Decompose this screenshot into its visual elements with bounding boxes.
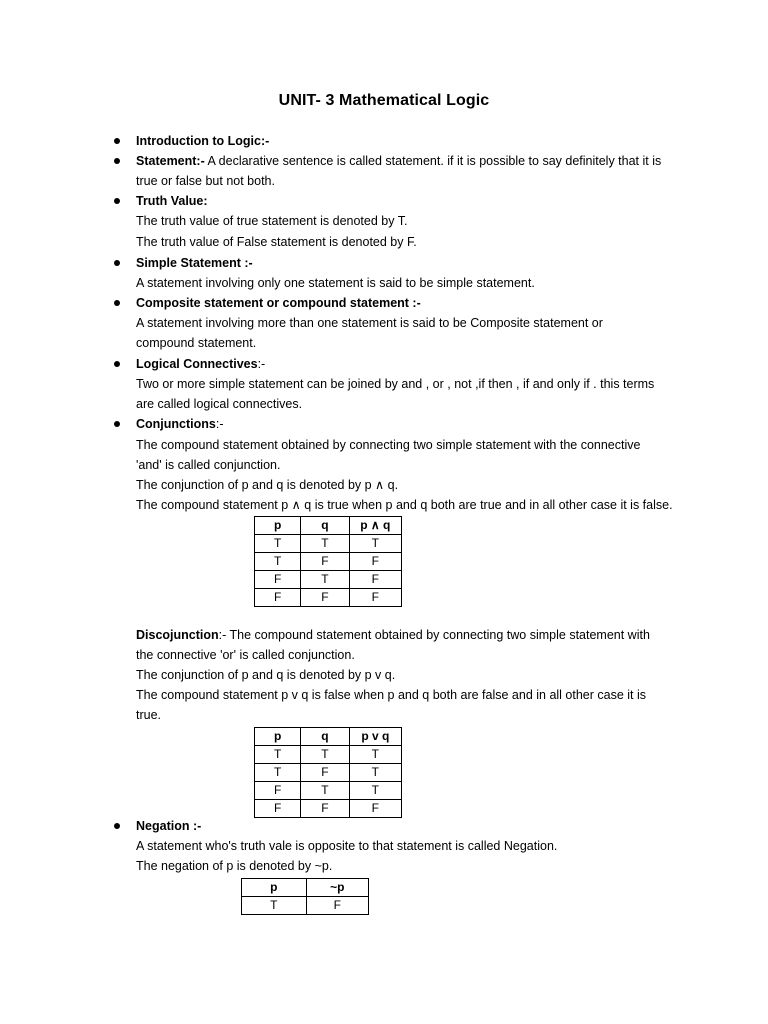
bullet <box>114 300 120 306</box>
table-cell: F <box>255 782 301 800</box>
table-header-cell: q <box>301 517 349 535</box>
disjunction-line-1 <box>136 625 650 645</box>
statement-line-2: true or false but not both. <box>136 174 275 188</box>
bullet <box>114 198 120 204</box>
table-cell: F <box>349 800 401 818</box>
table-cell: F <box>255 589 301 607</box>
table-cell: T <box>301 782 349 800</box>
table-header-cell: p v q <box>349 728 401 746</box>
disjunction-line-3: The conjunction of p and q is denoted by p v q. <box>136 668 396 682</box>
negation-line-2: The negation of p is denoted by ~p. <box>136 859 333 873</box>
table-header-row <box>242 879 369 897</box>
table-header-cell: p <box>255 728 301 746</box>
connectives-suffix: :- <box>257 357 266 371</box>
connectives-label: Logical Connectives <box>136 357 258 371</box>
composite-line-1: A statement involving more than one statement is said to be Composite statement or <box>136 316 603 330</box>
table-cell: F <box>301 764 349 782</box>
conjunction-line-1: The compound statement obtained by connecting two simple statement with the connective <box>136 438 641 452</box>
statement-text: A declarative sentence is called statement. if it is possible to say definitely that it is <box>204 154 662 168</box>
disjunction-line-5: true. <box>136 708 162 722</box>
conjunction-heading <box>136 414 224 434</box>
conjunction-line-2: 'and' is called conjunction. <box>136 458 281 472</box>
table-cell: T <box>255 764 301 782</box>
table-cell: F <box>349 571 401 589</box>
table-header-cell: p <box>255 517 301 535</box>
table-cell: F <box>255 800 301 818</box>
negation-line-1: A statement who's truth vale is opposite to that statement is called Negation. <box>136 839 558 853</box>
table-cell: T <box>349 746 401 764</box>
table-cell: T <box>255 553 301 571</box>
table-cell: F <box>301 589 349 607</box>
table-cell: F <box>255 571 301 589</box>
bullet <box>114 138 120 144</box>
bullet <box>114 421 120 427</box>
composite-heading <box>136 293 421 313</box>
table-cell: F <box>349 553 401 571</box>
truth-value-line-2: The truth value of False statement is denoted by F. <box>136 235 417 249</box>
truth-value-line-1: The truth value of true statement is denoted by T. <box>136 214 408 228</box>
bullet <box>114 361 120 367</box>
disjunction-line-2: the connective 'or' is called conjunction. <box>136 648 355 662</box>
table-cell: T <box>349 764 401 782</box>
table-cell: T <box>349 535 401 553</box>
simple-label: Simple Statement :- <box>136 256 253 270</box>
table-cell: T <box>301 571 349 589</box>
bullet <box>114 260 120 266</box>
table-cell: T <box>349 782 401 800</box>
table-cell: T <box>301 746 349 764</box>
simple-line-1: A statement involving only one statement is said to be simple statement. <box>136 276 535 290</box>
conjunction-suffix: :- <box>215 417 224 431</box>
table-row <box>255 553 402 571</box>
table-header-cell: p ∧ q <box>349 517 401 535</box>
negation-truth-table <box>241 878 369 915</box>
table-cell: T <box>255 535 301 553</box>
table-cell: F <box>301 553 349 571</box>
table-cell: F <box>306 897 369 915</box>
bullet <box>114 158 120 164</box>
intro-label: Introduction to Logic:- <box>136 134 270 148</box>
table-row <box>255 535 402 553</box>
conjunction-truth-table <box>254 516 402 607</box>
truth-value-heading <box>136 191 208 211</box>
negation-heading <box>136 816 201 836</box>
table-row <box>255 571 402 589</box>
table-header-row <box>255 728 402 746</box>
disjunction-line-4: The compound statement p v q is false when p and q both are false and in all other case it is <box>136 688 647 702</box>
connectives-line-1: Two or more simple statement can be joined by and , or , not ,if then , if and only if . this terms <box>136 377 655 391</box>
table-cell: T <box>255 746 301 764</box>
table-row <box>255 589 402 607</box>
intro-line <box>136 131 269 151</box>
conjunction-label: Conjunctions <box>136 417 216 431</box>
page-title: UNIT- 3 Mathematical Logic <box>278 92 490 109</box>
negation-label: Negation :- <box>136 819 202 833</box>
truth-value-label: Truth Value: <box>136 194 208 208</box>
table-row <box>255 800 402 818</box>
statement-line-1 <box>136 151 661 171</box>
table-header-cell: q <box>301 728 349 746</box>
table-header-cell: p <box>242 879 307 897</box>
table-cell: T <box>301 535 349 553</box>
table-header-cell: ~p <box>306 879 369 897</box>
table-row <box>255 746 402 764</box>
simple-heading <box>136 253 253 273</box>
connectives-line-2: are called logical connectives. <box>136 397 303 411</box>
table-row <box>255 782 402 800</box>
connectives-heading <box>136 354 265 374</box>
table-cell: F <box>349 589 401 607</box>
table-row <box>242 897 369 915</box>
disjunction-text: :- The compound statement obtained by connecting two simple statement with <box>218 628 650 642</box>
composite-line-2: compound statement. <box>136 336 257 350</box>
composite-label: Composite statement or compound statement :- <box>136 296 421 310</box>
table-header-row <box>255 517 402 535</box>
conjunction-line-3: The conjunction of p and q is denoted by p ∧ q. <box>136 478 399 492</box>
conjunction-line-4: The compound statement p ∧ q is true when p and q both are true and in all other case it is false. <box>136 498 673 512</box>
table-cell: F <box>301 800 349 818</box>
table-cell: T <box>242 897 307 915</box>
table-row <box>255 764 402 782</box>
statement-label: Statement:- <box>136 154 205 168</box>
disjunction-label: Discojunction <box>136 628 219 642</box>
bullet <box>114 823 120 829</box>
disjunction-truth-table <box>254 727 402 818</box>
